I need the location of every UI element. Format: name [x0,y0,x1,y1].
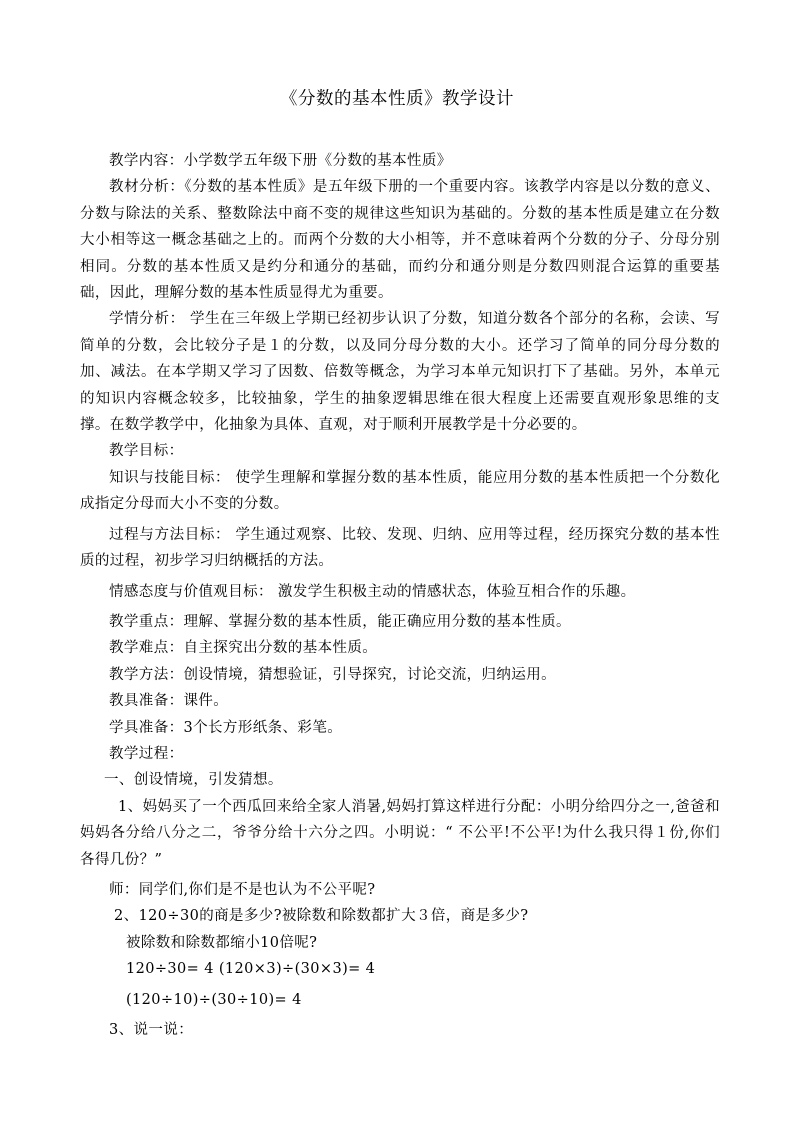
document-body [80,148,720,1043]
equation-two: (120÷10)÷(30÷10)= 4 [126,991,302,1008]
division-followup: 被除数和除数都缩小10倍呢? [126,934,318,951]
teaching-method: 教学方法：创设情境，猜想验证，引导探究，讨论交流，归纳运用。 [109,666,556,683]
student-analysis: 学情分析： 学生在三年级上学期已经初步认识了分数，知道分数各个部分的名称，会读、写简单的分数，会比较分子是１的分数，以及同分母分数的大小。还学习了简单的同分母分数的加、减法。在本学期又学习了因数、倍数等概念，为学习本单元知识打下了基础。另外，本单元的知识内容概念较多，比较抽象，学生的抽象逻辑思维在很大程度上还需要直观形象思维的支撑。在数学教学中，化抽象为具体、直观，对于顺利开展教学是十分必要的。 [80,311,720,434]
emotion-value-goal: 情感态度与价值观目标： 激发学生积极主动的情感状态，体验互相合作的乐趣。 [109,583,636,600]
process-method-goal: 过程与方法目标： 学生通过观察、比较、发现、归纳、应用等过程，经历探究分数的基本性质的过程，初步学习归纳概括的方法。 [80,526,720,570]
section-three-heading: 3、说一说： [109,1022,194,1038]
teaching-aids: 教具准备：课件。 [109,693,229,710]
material-analysis: 教材分析：《分数的基本性质》是五年级下册的一个重要内容。该教学内容是以分数的意义、分数与除法的关系、整数除法中商不变的规律这些知识为基础的。分数的基本性质是建立在分数大小相等这一概念基础之上的。而两个分数的大小相等，并不意味着两个分数的分子、分母分别相同。分数的基本性质又是约分和通分的基础，而约分和通分则是分数四则混合运算的重要基础，因此，理解分数的基本性质显得尤为重要。 [80,179,720,302]
teaching-process-heading: 教学过程： [109,745,184,762]
division-question: 2、120÷30的商是多少?被除数和除数都扩大３倍，商是多少? [114,908,529,925]
document-title: 《分数的基本性质》教学设计 [280,89,514,109]
student-materials: 学具准备：3个长方形纸条、彩笔。 [109,719,343,736]
watermelon-story: 1、妈妈买了一个西瓜回来给全家人消暑,妈妈打算这样进行分配：小明分给四分之一,爸爸和妈妈各分给八分之二，爷爷分给十六分之四。小明说：“ 不公平!不公平!为什么我只得１份,你们各得几份？” [80,798,720,868]
teaching-difficulty: 教学难点：自主探究出分数的基本性质。 [109,640,378,657]
knowledge-skill-goal: 知识与技能目标： 使学生理解和掌握分数的基本性质，能应用分数的基本性质把一个分数化成指定分母而大小不变的分数。 [80,469,720,513]
section-one-heading: 一、创设情境，引发猜想。 [104,772,283,789]
teacher-question: 师：同学们,你们是不是也认为不公平呢? [109,881,376,898]
teaching-content: 教学内容：小学数学五年级下册《分数的基本性质》 [109,153,452,169]
equation-one: 120÷30= 4 (120×3)÷(30×3)= 4 [126,961,376,978]
teaching-goals-heading: 教学目标： [109,443,184,460]
teaching-focus: 教学重点：理解、掌握分数的基本性质，能正确应用分数的基本性质。 [109,613,571,630]
